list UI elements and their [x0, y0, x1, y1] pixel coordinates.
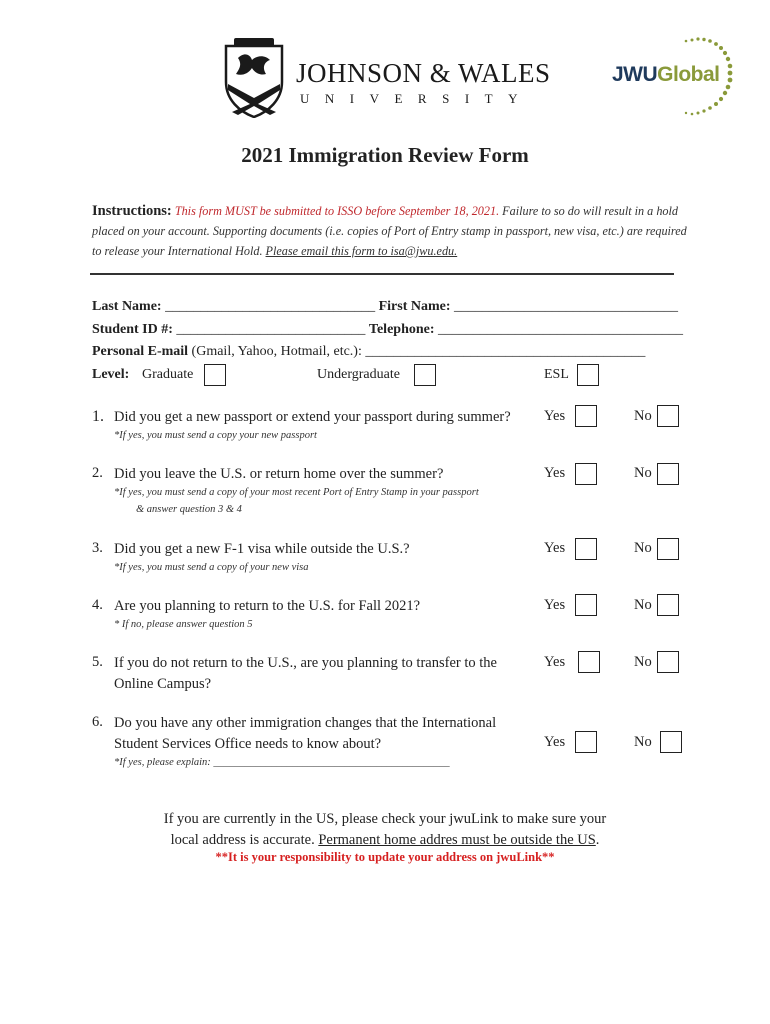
question-1-number: 1. — [92, 408, 104, 425]
question-1-no-label: No — [634, 408, 652, 424]
question-2-note: *If yes, you must send a copy of your most recent Port of Entry Stamp in your passport — [114, 487, 479, 498]
question-6-yes-label: Yes — [544, 734, 566, 750]
footer-line-2-b: . — [595, 832, 600, 848]
question-6-yes-checkbox[interactable] — [575, 731, 597, 753]
question-2-note-2: & answer question 3 & 4 — [136, 504, 242, 515]
question-2-no-checkbox[interactable] — [657, 463, 679, 485]
question-3-no-label: No — [634, 540, 652, 556]
first-name-label: First Name: — [378, 299, 451, 314]
footer-red-note: **It is your responsibility to update your address on jwuLink** — [215, 850, 555, 864]
question-2-no-label: No — [634, 465, 652, 481]
level-graduate-label: Graduate — [142, 367, 194, 382]
first-name-field[interactable]: ________________________________ — [454, 299, 679, 314]
university-name: JOHNSON & WALES — [296, 58, 551, 88]
question-5-number: 5. — [92, 654, 103, 670]
level-esl-checkbox[interactable] — [577, 364, 599, 386]
question-4-number: 4. — [92, 597, 103, 613]
question-4-text: Are you planning to return to the U.S. for Fall 2021? — [114, 598, 421, 614]
jwu-shield-logo-icon — [220, 38, 288, 118]
question-5-text: If you do not return to the U.S., are you planning to transfer to the — [114, 655, 497, 671]
level-esl-label: ESL — [544, 367, 569, 382]
question-6-number: 6. — [92, 714, 103, 730]
question-5-text-2: Online Campus? — [114, 676, 212, 692]
divider — [90, 273, 674, 275]
instructions-label: Instructions: — [92, 203, 172, 219]
question-5-yes-label: Yes — [544, 654, 566, 670]
question-1-no-checkbox[interactable] — [657, 405, 679, 427]
question-3-text: Did you get a new F-1 visa while outside the U.S.? — [114, 541, 410, 557]
question-2-yes-checkbox[interactable] — [575, 463, 597, 485]
level-row — [92, 367, 129, 383]
question-5-no-label: No — [634, 654, 652, 670]
telephone-label: Telephone: — [368, 322, 435, 337]
footer-line-2-a: local address is accurate. — [170, 832, 319, 848]
page-title: 2021 Immigration Review Form — [241, 143, 529, 167]
instructions — [92, 201, 692, 261]
question-1-yes-checkbox[interactable] — [575, 405, 597, 427]
question-5-yes-checkbox[interactable] — [578, 651, 600, 673]
footer-permanent-address: Permanent home addres must be outside the US — [318, 832, 596, 848]
student-id-label: Student ID #: — [92, 322, 173, 337]
question-3-yes-label: Yes — [544, 540, 566, 556]
question-2-yes-label: Yes — [544, 465, 566, 481]
question-1-note: *If yes, you must send a copy your new passport — [114, 430, 317, 441]
question-6-note: *If yes, please explain: _____________________________________________ — [114, 757, 450, 768]
question-5-no-checkbox[interactable] — [657, 651, 679, 673]
level-label: Level: — [92, 367, 130, 382]
question-1-yes-label: Yes — [544, 408, 566, 424]
level-graduate-checkbox[interactable] — [204, 364, 226, 386]
telephone-field[interactable]: ___________________________________ — [438, 322, 684, 337]
question-2-number: 2. — [92, 465, 103, 481]
question-4-no-label: No — [634, 597, 652, 613]
jwu-global-logo — [612, 63, 720, 87]
instructions-email: Please email this form to isa@jwu.edu. — [265, 244, 458, 258]
student-id-field[interactable]: ___________________________ — [176, 322, 366, 337]
instructions-body: Failure to so do will result in a hold placed on your account. Supporting documents (i.e. copies of Port of Entry stamp in passport, new visa, etc.) are required to release your International Hold. — [92, 204, 687, 258]
question-6-text-2: Student Services Office needs to know about? — [114, 736, 382, 752]
instructions-deadline: This form MUST be submitted to ISSO before September 18, 2021. — [174, 204, 500, 218]
footer-line-2 — [0, 830, 770, 851]
level-undergraduate-checkbox[interactable] — [414, 364, 436, 386]
footer-line-1: If you are currently in the US, please check your jwuLink to make sure your — [163, 811, 607, 827]
personal-email-hint: (Gmail, Yahoo, Hotmail, etc.): — [191, 344, 362, 359]
last-name-field[interactable]: ______________________________ — [165, 299, 376, 314]
question-2-text: Did you leave the U.S. or return home over the summer? — [114, 466, 444, 482]
university-subtitle: UNIVERSITY — [300, 91, 533, 106]
question-6-text: Do you have any other immigration changes that the International — [114, 715, 497, 731]
email-row — [92, 344, 645, 360]
level-undergraduate-label: Undergraduate — [317, 367, 400, 382]
personal-email-label: Personal E-mail — [92, 344, 189, 359]
last-name-label: Last Name: — [92, 299, 162, 314]
question-6-no-checkbox[interactable] — [660, 731, 682, 753]
question-3-yes-checkbox[interactable] — [575, 538, 597, 560]
question-4-yes-label: Yes — [544, 597, 566, 613]
question-3-number: 3. — [92, 540, 103, 556]
global-logo-global: Global — [657, 63, 720, 86]
personal-email-field[interactable]: ________________________________________ — [365, 344, 646, 359]
question-4-note: * If no, please answer question 5 — [114, 619, 253, 630]
question-3-no-checkbox[interactable] — [657, 538, 679, 560]
question-4-yes-checkbox[interactable] — [575, 594, 597, 616]
name-row — [92, 299, 678, 315]
question-1-text: Did you get a new passport or extend your passport during summer? — [114, 409, 511, 425]
question-6-no-label: No — [634, 734, 652, 750]
id-row — [92, 322, 683, 338]
global-logo-jwu: JWU — [612, 63, 658, 86]
question-4-no-checkbox[interactable] — [657, 594, 679, 616]
question-3-note: *If yes, you must send a copy of your new visa — [114, 562, 309, 573]
